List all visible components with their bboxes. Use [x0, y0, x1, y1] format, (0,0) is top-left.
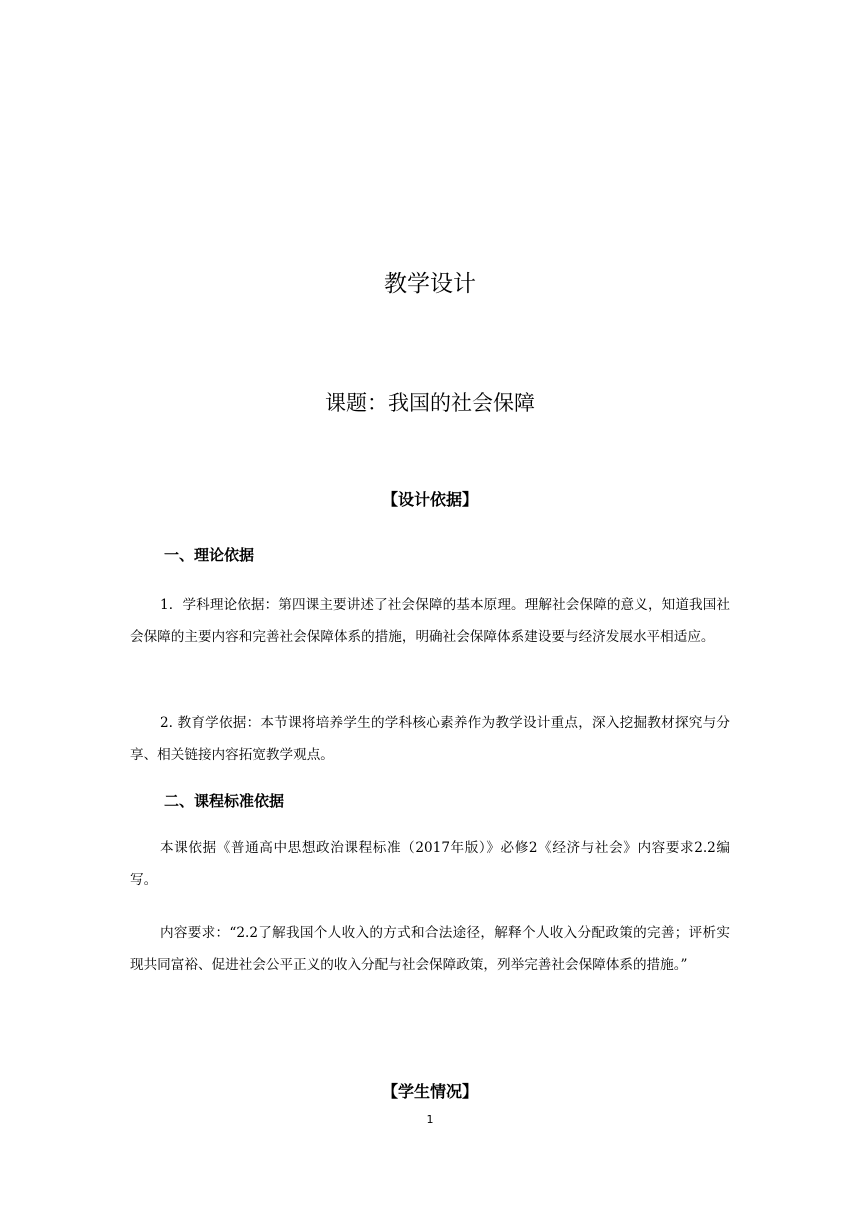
- section-heading-student-situation: 【学生情况】: [381, 1082, 478, 1101]
- subheading-curriculum-standard: 二、课程标准依据: [164, 792, 285, 810]
- paragraph-content-requirement: 内容要求：“2.2了解我国个人收入的方式和合法途径，解释个人收入分配政策的完善；评析实现共同富裕、促进社会公平正义的收入分配与社会保障政策，列举完善社会保障体系的措施。”: [130, 925, 730, 973]
- paragraph-pedagogy-theory: 2. 教育学依据：本节课将培养学生的学科核心素养作为教学设计重点，深入挖掘教材探究与分享、相关链接内容拓宽教学观点。: [130, 715, 730, 763]
- page-number: 1: [426, 1113, 434, 1126]
- section-heading-design-basis: 【设计依据】: [381, 490, 478, 509]
- lesson-subject: 课题：我国的社会保障: [325, 391, 535, 415]
- paragraph-standard-basis: 本课依据《普通高中思想政治课程标准（2017年版）》必修2《经济与社会》内容要求2.2编写。: [130, 840, 730, 888]
- document-title: 教学设计: [384, 271, 476, 297]
- paragraph-subject-theory: 1．学科理论依据：第四课主要讲述了社会保障的基本原理。理解社会保障的意义，知道我国社会保障的主要内容和完善社会保障体系的措施，明确社会保障体系建设要与经济发展水平相适应。: [130, 597, 730, 645]
- subheading-theory-basis: 一、理论依据: [164, 546, 255, 564]
